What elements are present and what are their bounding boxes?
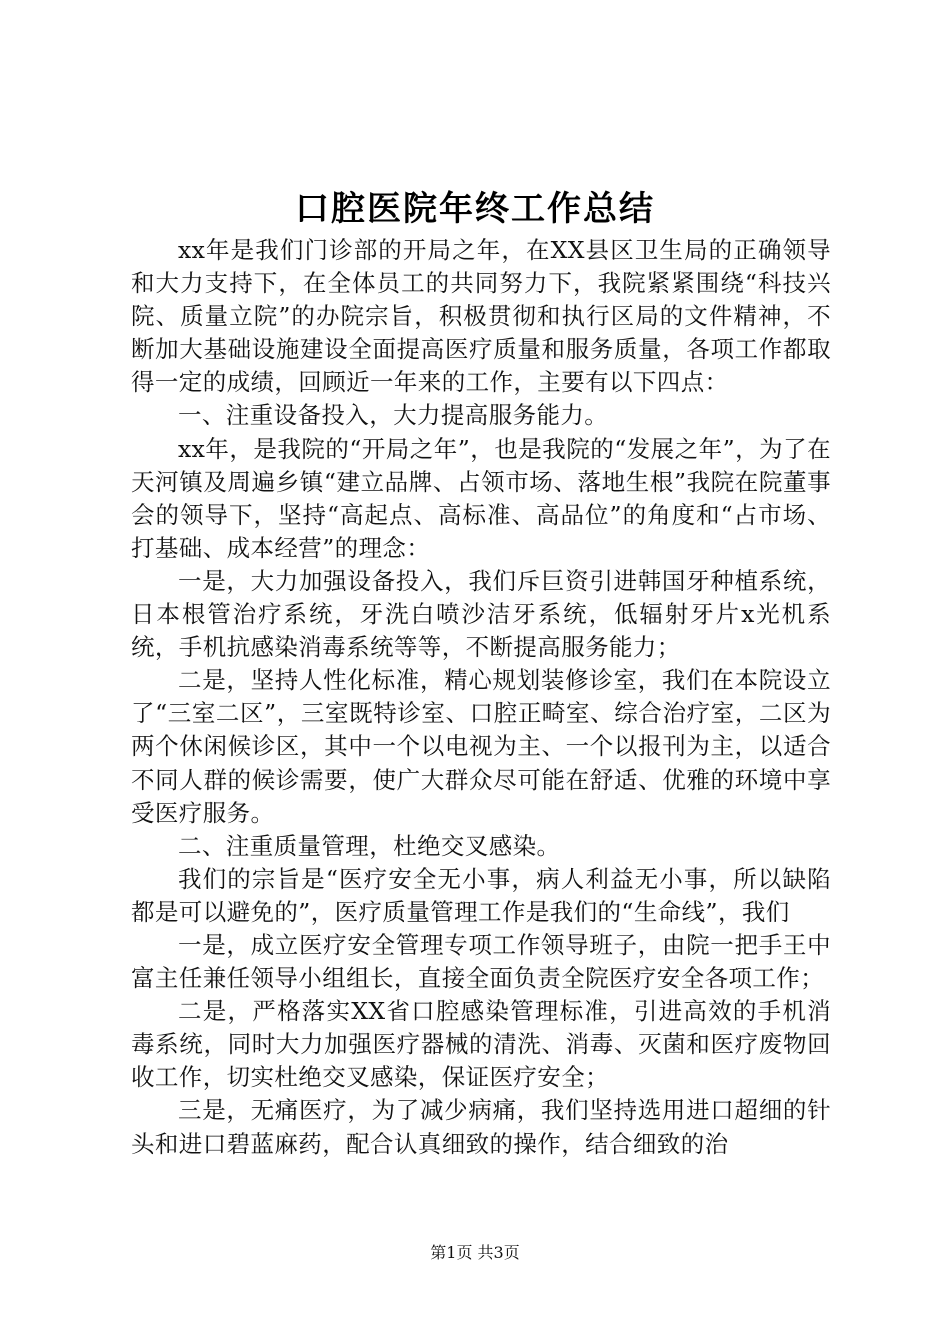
paragraph: 三是，无痛医疗，为了减少病痛，我们坚持选用进口超细的针头和进口碧蓝麻药，配合认真细致的操作，结合细致的治 xyxy=(131,1096,831,1158)
paragraph: 二是，严格落实XX省口腔感染管理标准，引进高效的手机消毒系统，同时大力加强医疗器械的清洗、消毒、灭菌和医疗废物回收工作，切实杜绝交叉感染，保证医疗安全； xyxy=(131,997,831,1092)
paragraph: 一是，成立医疗安全管理专项工作领导班子，由院一把手王中富主任兼任领导小组组长，直接全面负责全院医疗安全各项工作； xyxy=(131,930,831,993)
document-body xyxy=(131,234,831,1161)
document-title: 口腔医院年终工作总结 xyxy=(295,189,655,229)
paragraph: xx年，是我院的“开局之年”，也是我院的“发展之年”，为了在天河镇及周遍乡镇“建立品牌、占领市场、落地生根”我院在院董事会的领导下，坚持“高起点、高标准、高品位”的角度和“占市场、打基础、成本经营”的理念： xyxy=(131,434,831,562)
section-heading-1: 一、注重设备投入，大力提高服务能力。 xyxy=(178,401,609,430)
section-heading-2: 二、注重质量管理，杜绝交叉感染。 xyxy=(178,831,561,860)
paragraph: 二是，坚持人性化标准，精心规划装修诊室，我们在本院设立了“三室二区”，三室既特诊室、口腔正畸室、综合治疗室，二区为两个休闲候诊区，其中一个以电视为主、一个以报刊为主，以适合不同人群的候诊需要，使广大群众尽可能在舒适、优雅的环境中享受医疗服务。 xyxy=(131,666,831,827)
paragraph-intro: xx年是我们门诊部的开局之年，在XX县区卫生局的正确领导和大力支持下，在全体员工的共同努力下，我院紧紧围绕“科技兴院、质量立院”的办院宗旨，积极贯彻和执行区局的文件精神，不断加大基础设施建设全面提高医疗质量和服务质量，各项工作都取得一定的成绩，回顾近一年来的工作，主要有以下四点： xyxy=(131,236,831,397)
paragraph: 我们的宗旨是“医疗安全无小事，病人利益无小事，所以缺陷都是可以避免的”，医疗质量管理工作是我们的“生命线”，我们 xyxy=(131,864,831,926)
paragraph: 一是，大力加强设备投入，我们斥巨资引进韩国牙种植系统，日本根管治疗系统，牙洗白喷沙洁牙系统，低辐射牙片x光机系统，手机抗感染消毒系统等等，不断提高服务能力； xyxy=(131,566,831,662)
page-number-footer: 第1页 共3页 xyxy=(430,1243,520,1262)
